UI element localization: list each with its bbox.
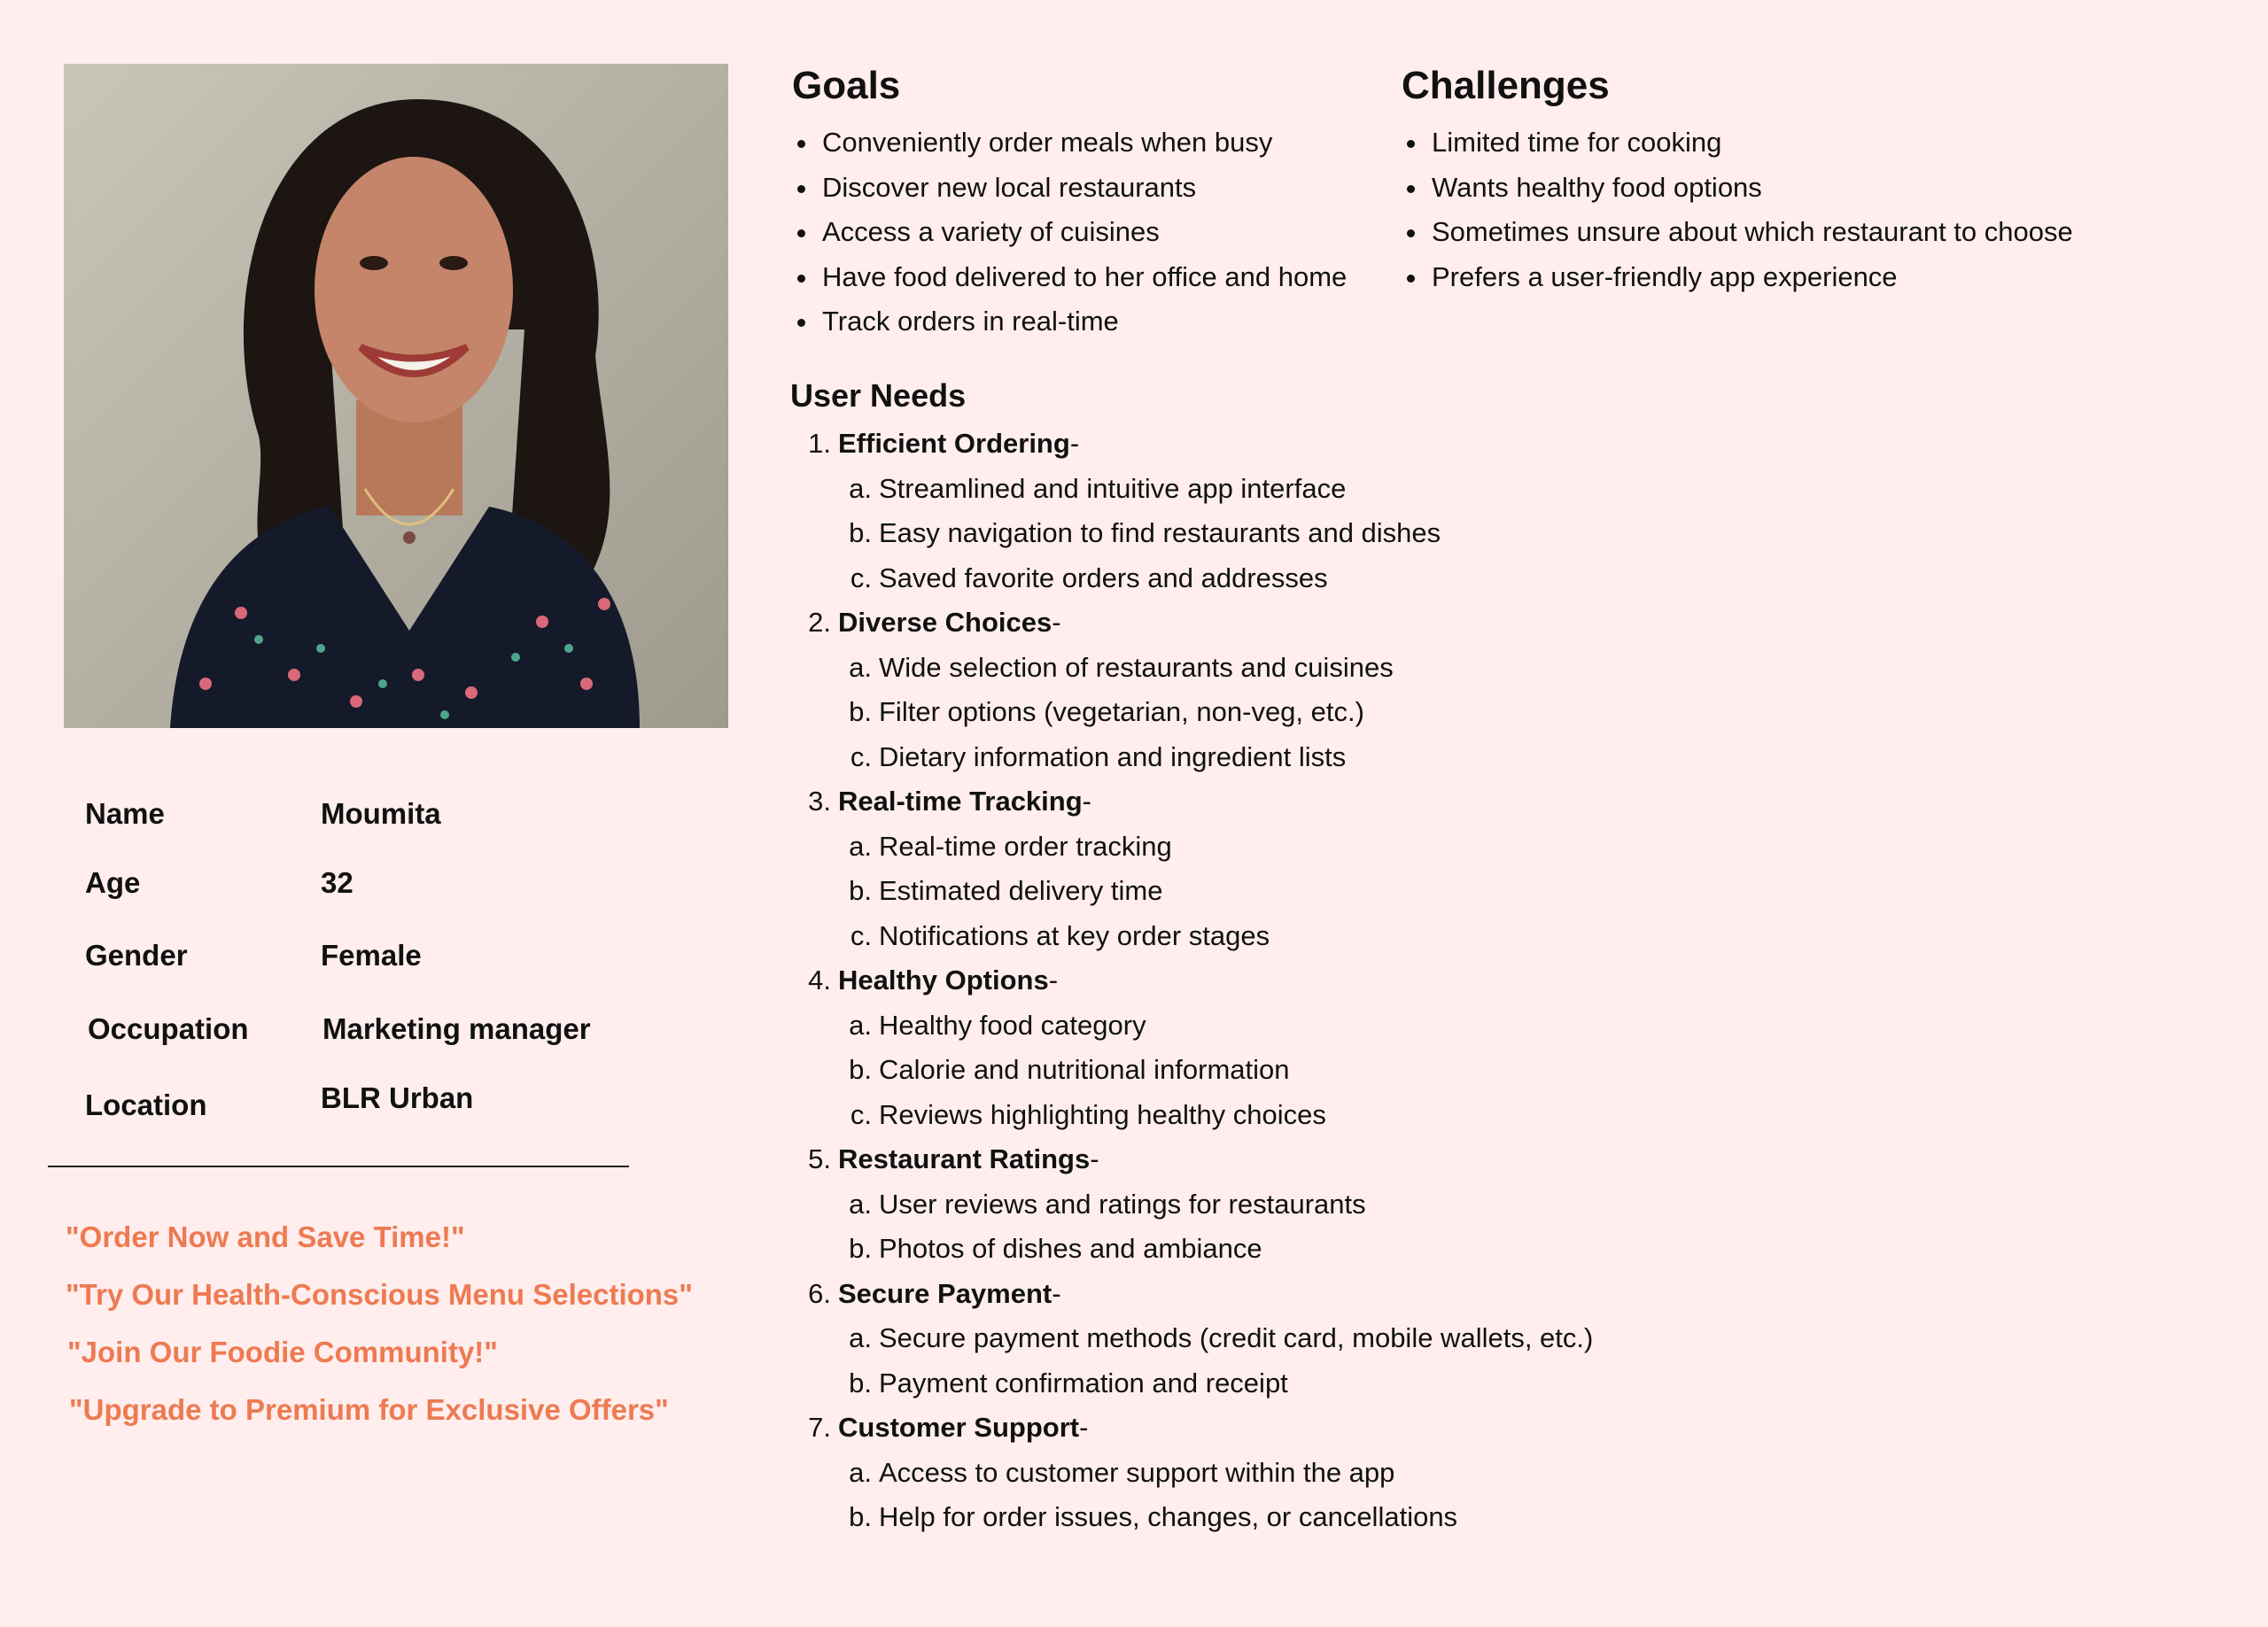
user-needs-list [790,422,2031,1540]
need-number: 6. [808,1277,831,1309]
sub-text: Streamlined and intuitive app interface [879,472,1347,504]
goal-item: Access a variety of cuisines [792,210,1347,255]
sub-text: Payment confirmation and receipt [879,1367,1288,1398]
profile-row-occupation [64,1012,684,1057]
need-title [790,600,2031,646]
tagline: "Upgrade to Premium for Exclusive Offers" [69,1393,669,1426]
sub-letter: a. [849,1322,872,1353]
profile-label: Occupation [88,1012,249,1045]
profile-label: Gender [85,939,188,972]
goals-list [792,120,1347,345]
need-item [790,1406,2031,1540]
need-name: Customer Support [838,1412,1080,1443]
need-name: Diverse Choices [838,607,1052,638]
profile-row-name [64,797,684,841]
need-number: 2. [808,607,831,638]
need-name: Restaurant Ratings [838,1143,1091,1174]
need-sub-item [790,1451,2031,1496]
need-title [790,958,2031,1003]
sub-letter: b. [849,875,872,906]
sub-text: Real-time order tracking [879,830,1172,862]
need-item [790,958,2031,1137]
need-name: Secure Payment [838,1277,1052,1309]
sub-letter: a. [849,830,872,862]
need-sub-item [790,556,2031,601]
portrait-image [64,64,728,728]
sub-text: Estimated delivery time [879,875,1163,906]
sub-letter: c. [850,562,872,593]
challenge-item: Wants healthy food options [1402,166,2073,211]
user-needs-heading: User Needs [790,377,967,414]
profile-row-age [64,866,684,910]
sub-letter: c. [850,740,872,772]
goal-item: Have food delivered to her office and home [792,255,1347,300]
profile-label: Name [85,797,165,830]
need-number: 7. [808,1412,831,1443]
need-sub-item [790,1003,2031,1049]
challenges-list [1402,120,2073,299]
sub-letter: a. [849,1188,872,1220]
sub-text: Saved favorite orders and addresses [879,562,1328,593]
sub-text: Easy navigation to find restaurants and dishes [879,517,1441,548]
need-separator: - [1052,1277,1061,1309]
sub-text: Calorie and nutritional information [879,1054,1290,1085]
profile-row-location [64,1081,684,1129]
profile-value: Moumita [321,797,441,830]
profile-value: Marketing manager [322,1012,591,1045]
need-sub-item [790,1182,2031,1228]
need-number: 5. [808,1143,831,1174]
profile-row-gender [64,939,684,983]
need-sub-item [790,1227,2031,1272]
profile-label: Age [85,866,141,899]
sub-letter: b. [849,696,872,727]
need-sub-item [790,914,2031,959]
goal-item: Track orders in real-time [792,299,1347,345]
sub-text: Filter options (vegetarian, non-veg, etc.) [879,696,1364,727]
need-item [790,600,2031,779]
sub-letter: a. [849,472,872,504]
need-item [790,422,2031,600]
need-sub-item [790,1048,2031,1093]
sub-text: Secure payment methods (credit card, mobile wallets, etc.) [879,1322,1594,1353]
need-item [790,1272,2031,1406]
sub-text: Access to customer support within the app [879,1456,1395,1488]
sub-text: User reviews and ratings for restaurants [879,1188,1366,1220]
tagline: "Order Now and Save Time!" [66,1220,465,1253]
challenge-item: Sometimes unsure about which restaurant to choose [1402,210,2073,255]
profile-label: Location [85,1089,207,1121]
need-number: 3. [808,786,831,817]
need-separator: - [1069,428,1080,459]
sub-text: Help for order issues, changes, or cancellations [879,1501,1458,1532]
sub-letter: c. [850,919,872,951]
sub-letter: b. [849,1367,872,1398]
sub-letter: b. [849,1501,872,1532]
need-sub-item [790,511,2031,556]
sub-text: Healthy food category [879,1009,1146,1041]
need-item [790,779,2031,958]
need-name: Efficient Ordering [838,428,1070,459]
need-separator: - [1090,1143,1099,1174]
sub-letter: b. [849,1233,872,1264]
challenge-item: Limited time for cooking [1402,120,2073,166]
need-separator: - [1079,1412,1089,1443]
sub-letter: a. [849,1456,872,1488]
profile-value: BLR Urban [321,1081,474,1114]
profile-value: Female [321,939,422,972]
need-sub-item [790,825,2031,870]
need-separator: - [1082,786,1091,817]
tagline: "Join Our Foodie Community!" [67,1336,498,1368]
sub-text: Dietary information and ingredient lists [879,740,1347,772]
need-title [790,1272,2031,1317]
sub-letter: a. [849,651,872,683]
need-number: 1. [808,428,831,459]
need-sub-item [790,1316,2031,1361]
sub-text: Notifications at key order stages [879,919,1270,951]
need-sub-item [790,467,2031,512]
sub-text: Wide selection of restaurants and cuisines [879,651,1394,683]
challenge-item: Prefers a user-friendly app experience [1402,255,2073,300]
need-title [790,1406,2031,1451]
challenges-heading: Challenges [1402,64,1610,107]
need-separator: - [1052,607,1061,638]
sub-text: Reviews highlighting healthy choices [879,1098,1326,1130]
need-name: Real-time Tracking [838,786,1083,817]
need-sub-item [790,735,2031,780]
need-sub-item [790,1495,2031,1540]
need-title [790,422,2031,467]
need-title [790,1137,2031,1182]
tagline: "Try Our Health-Conscious Menu Selections" [66,1278,693,1311]
profile-value: 32 [321,866,353,899]
need-item [790,1137,2031,1272]
section-divider [48,1166,629,1167]
goals-heading: Goals [792,64,901,107]
sub-letter: b. [849,517,872,548]
sub-letter: a. [849,1009,872,1041]
need-sub-item [790,690,2031,735]
sub-letter: c. [850,1098,872,1130]
need-number: 4. [808,965,831,996]
sub-text: Photos of dishes and ambiance [879,1233,1262,1264]
need-separator: - [1048,965,1059,996]
need-sub-item [790,869,2031,914]
need-title [790,779,2031,825]
persona-photo [64,64,728,728]
need-name: Healthy Options [838,965,1049,996]
need-sub-item [790,646,2031,691]
need-sub-item [790,1093,2031,1138]
sub-letter: b. [849,1054,872,1085]
need-sub-item [790,1361,2031,1406]
goal-item: Conveniently order meals when busy [792,120,1347,166]
goal-item: Discover new local restaurants [792,166,1347,211]
